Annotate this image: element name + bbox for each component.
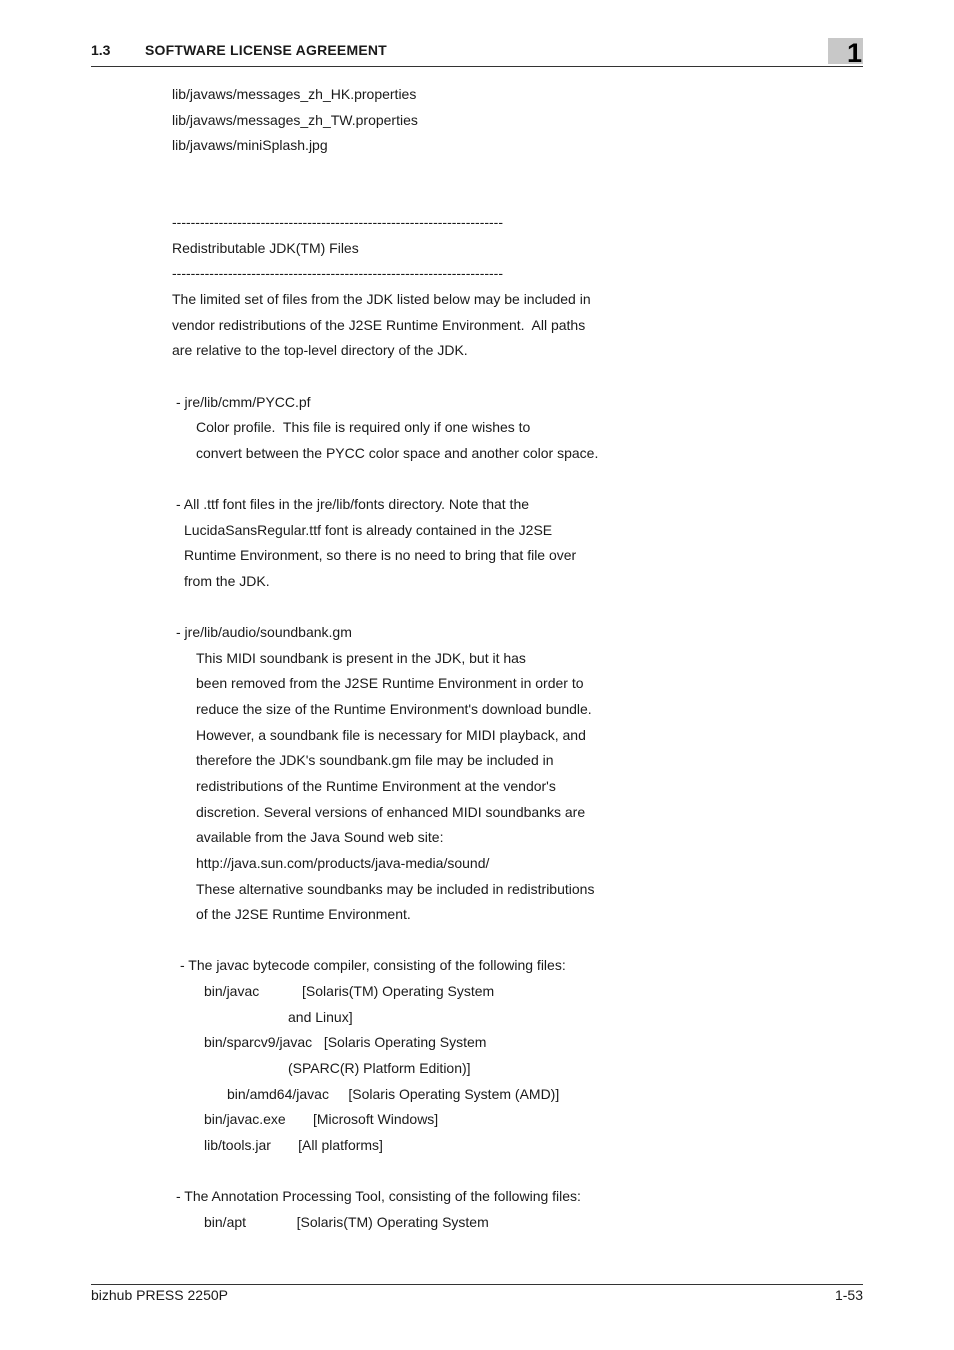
text-line: lib/javaws/messages_zh_TW.properties [172, 111, 418, 128]
text-line: bin/sparcv9/javac [Solaris Operating System [204, 1034, 487, 1051]
text-line: lib/javaws/messages_zh_HK.properties [172, 86, 417, 102]
text-line: However, a soundbank file is necessary for MIDI playback, and [196, 726, 586, 743]
text-line: available from the Java Sound web site: [196, 829, 444, 846]
text-line: (SPARC(R) Platform Edition)] [288, 1059, 471, 1076]
text-line: of the J2SE Runtime Environment. [196, 906, 411, 923]
section-title: SOFTWARE LICENSE AGREEMENT [145, 42, 387, 58]
text-line: - The javac bytecode compiler, consisting of the following files: [180, 957, 566, 974]
text-line: been removed from the J2SE Runtime Environment in order to [196, 675, 584, 692]
page-number: 1-53 [834, 1287, 863, 1303]
text-line: bin/javac.exe [Microsoft Windows] [204, 1111, 439, 1128]
text-line: http://java.sun.com/products/java-media/sound/ [196, 854, 490, 871]
text-line: ----------------------------------------------------------------------- [172, 265, 504, 282]
text-line: reduce the size of the Runtime Environment's download bundle. [196, 701, 592, 718]
page-footer [91, 1284, 863, 1309]
text-line: ----------------------------------------------------------------------- [172, 214, 504, 231]
text-line: Redistributable JDK(TM) Files [172, 239, 359, 256]
text-line: lib/javaws/miniSplash.jpg [172, 137, 328, 154]
product-name: bizhub PRESS 2250P [91, 1287, 228, 1303]
text-line: - jre/lib/cmm/PYCC.pf [176, 393, 311, 410]
text-line: convert between the PYCC color space and another color space. [196, 444, 599, 461]
text-line: - The Annotation Processing Tool, consisting of the following files: [176, 1188, 581, 1205]
text-line: bin/javac [Solaris(TM) Operating System [204, 983, 495, 1000]
section-number: 1.3 [91, 42, 111, 58]
text-line: Runtime Environment, so there is no need to bring that file over [184, 547, 577, 564]
text-line: therefore the JDK's soundbank.gm file may be included in [196, 752, 554, 769]
chapter-number: 1 [846, 38, 862, 68]
text-line: These alternative soundbanks may be included in redistributions [196, 880, 595, 897]
text-line: discretion. Several versions of enhanced MIDI soundbanks are [196, 803, 586, 820]
text-line: redistributions of the Runtime Environment at the vendor's [196, 778, 556, 794]
text-line: - All .ttf font files in the jre/lib/fonts directory. Note that the [176, 496, 530, 513]
text-line: lib/tools.jar [All platforms] [204, 1136, 383, 1153]
chapter-tab [828, 38, 863, 68]
text-line: bin/apt [Solaris(TM) Operating System [204, 1213, 489, 1230]
text-line: and Linux] [288, 1008, 353, 1025]
text-line: bin/amd64/javac [Solaris Operating System (AMD)] [227, 1085, 560, 1102]
text-line: from the JDK. [184, 572, 270, 589]
text-line: LucidaSansRegular.ttf font is already contained in the J2SE [184, 521, 553, 538]
text-line: Color profile. This file is required only if one wishes to [196, 419, 531, 436]
text-line: This MIDI soundbank is present in the JDK, but it has [196, 649, 526, 666]
text-line: are relative to the top-level directory of the JDK. [172, 342, 468, 359]
page-header [91, 40, 863, 67]
text-line: The limited set of files from the JDK listed below may be included in [172, 291, 591, 308]
text-line: - jre/lib/audio/soundbank.gm [176, 624, 352, 641]
text-line: vendor redistributions of the J2SE Runtime Environment. All paths [172, 316, 586, 333]
